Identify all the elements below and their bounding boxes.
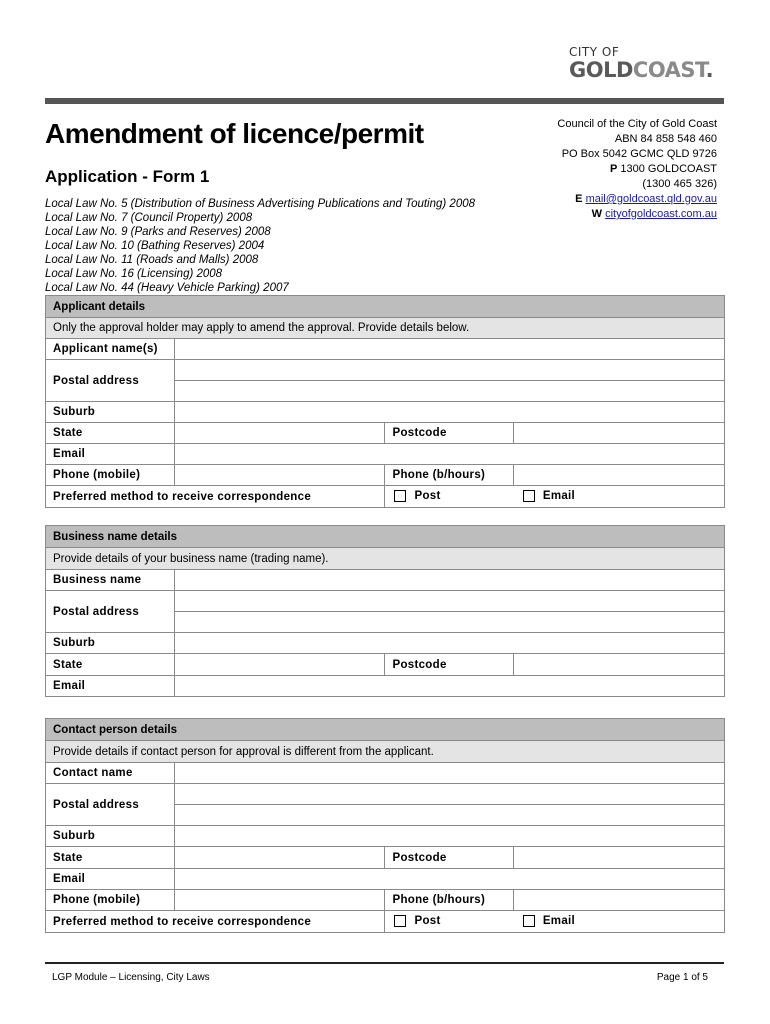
website-link[interactable]: cityofgoldcoast.com.au <box>605 208 717 220</box>
applicant-details-section <box>45 295 725 508</box>
suburb-label: Suburb <box>46 826 175 847</box>
postcode-field[interactable] <box>514 423 725 444</box>
page-title: Amendment of licence/permit <box>45 118 424 149</box>
section-instructions: Only the approval holder may apply to amend the approval. Provide details below. <box>46 318 725 339</box>
suburb-field[interactable] <box>174 402 724 423</box>
council-email: E mail@goldcoast.qld.gov.au <box>575 193 717 205</box>
section-instructions: Provide details if contact person for approval is different from the applicant. <box>46 741 725 763</box>
phone-mobile-label: Phone (mobile) <box>46 890 175 911</box>
phone-mobile-field[interactable] <box>174 890 385 911</box>
business-name-label: Business name <box>46 570 175 591</box>
state-label: State <box>46 654 175 676</box>
postal-address-label: Postal address <box>46 784 175 826</box>
council-contact-block <box>557 117 717 222</box>
postal-address-label: Postal address <box>46 591 175 633</box>
section-header: Contact person details <box>46 719 725 741</box>
phone-bhours-field[interactable] <box>514 465 725 486</box>
local-law-item: Local Law No. 9 (Parks and Reserves) 2008 <box>45 226 271 238</box>
local-law-item: Local Law No. 11 (Roads and Malls) 2008 <box>45 254 259 266</box>
local-law-item: Local Law No. 10 (Bathing Reserves) 2004 <box>45 240 265 252</box>
business-name-field[interactable] <box>174 570 724 591</box>
council-phone: P 1300 GOLDCOAST <box>610 163 717 175</box>
email-field[interactable] <box>174 676 724 697</box>
email-label: Email <box>46 444 175 465</box>
local-law-item: Local Law No. 7 (Council Property) 2008 <box>45 212 253 224</box>
council-abn: ABN 84 858 548 460 <box>614 133 717 145</box>
business-details-section <box>45 525 725 697</box>
phone-mobile-field[interactable] <box>174 465 385 486</box>
email-checkbox[interactable] <box>523 490 535 502</box>
post-option[interactable]: Post <box>385 911 514 933</box>
logo-city-of: CITY OF <box>569 45 620 59</box>
postal-address-field-line2[interactable] <box>174 805 724 826</box>
contact-name-field[interactable] <box>174 763 724 784</box>
phone-mobile-label: Phone (mobile) <box>46 465 175 486</box>
footer-module: LGP Module – Licensing, City Laws <box>52 972 210 983</box>
postal-address-field-line1[interactable] <box>174 360 724 381</box>
postcode-field[interactable] <box>514 847 725 869</box>
council-phone-alt: (1300 465 326) <box>642 178 717 190</box>
council-name: Council of the City of Gold Coast <box>557 118 717 130</box>
council-web: W cityofgoldcoast.com.au <box>591 208 717 220</box>
form-subtitle: Application - Form 1 <box>45 167 210 186</box>
postal-address-field-line1[interactable] <box>174 591 724 612</box>
council-po-box: PO Box 5042 GCMC QLD 9726 <box>561 148 717 160</box>
local-laws-list <box>45 197 475 295</box>
postal-address-field-line2[interactable] <box>174 381 724 402</box>
local-law-item: Local Law No. 44 (Heavy Vehicle Parking) 2007 <box>45 282 289 294</box>
email-label: Email <box>46 869 175 890</box>
header-rule <box>45 98 724 104</box>
email-field[interactable] <box>174 444 724 465</box>
contact-name-label: Contact name <box>46 763 175 784</box>
phone-bhours-label: Phone (b/hours) <box>385 465 514 486</box>
postcode-label: Postcode <box>385 654 514 676</box>
suburb-field[interactable] <box>174 826 724 847</box>
preferred-method-label: Preferred method to receive correspondence <box>46 911 385 933</box>
preferred-method-label: Preferred method to receive correspondence <box>46 486 385 508</box>
state-label: State <box>46 847 175 869</box>
logo-wordmark: GOLDCOAST. <box>569 58 714 82</box>
state-field[interactable] <box>174 654 385 676</box>
suburb-field[interactable] <box>174 633 724 654</box>
phone-bhours-label: Phone (b/hours) <box>385 890 514 911</box>
postal-address-field-line1[interactable] <box>174 784 724 805</box>
postal-address-label: Postal address <box>46 360 175 402</box>
email-option[interactable]: Email <box>514 486 725 508</box>
email-link[interactable]: mail@goldcoast.qld.gov.au <box>585 193 717 205</box>
local-law-item: Local Law No. 16 (Licensing) 2008 <box>45 268 223 280</box>
email-label: Email <box>46 676 175 697</box>
city-logo <box>569 45 713 81</box>
email-field[interactable] <box>174 869 724 890</box>
postcode-label: Postcode <box>385 847 514 869</box>
state-field[interactable] <box>174 847 385 869</box>
state-label: State <box>46 423 175 444</box>
footer-rule <box>45 962 724 964</box>
contact-person-section <box>45 718 725 933</box>
post-checkbox[interactable] <box>394 915 406 927</box>
email-checkbox[interactable] <box>523 915 535 927</box>
suburb-label: Suburb <box>46 633 175 654</box>
post-checkbox[interactable] <box>394 490 406 502</box>
applicant-name-field[interactable] <box>174 339 724 360</box>
postal-address-field-line2[interactable] <box>174 612 724 633</box>
postcode-field[interactable] <box>514 654 725 676</box>
applicant-name-label: Applicant name(s) <box>46 339 175 360</box>
phone-bhours-field[interactable] <box>514 890 725 911</box>
section-header: Business name details <box>46 526 725 548</box>
section-instructions: Provide details of your business name (trading name). <box>46 548 725 570</box>
state-field[interactable] <box>174 423 385 444</box>
suburb-label: Suburb <box>46 402 175 423</box>
post-option[interactable]: Post <box>385 486 514 508</box>
local-law-item: Local Law No. 5 (Distribution of Business Advertising Publications and Touting) 2008 <box>45 198 476 210</box>
section-header: Applicant details <box>46 296 725 318</box>
postcode-label: Postcode <box>385 423 514 444</box>
email-option[interactable]: Email <box>514 911 725 933</box>
page-number: Page 1 of 5 <box>656 972 708 983</box>
